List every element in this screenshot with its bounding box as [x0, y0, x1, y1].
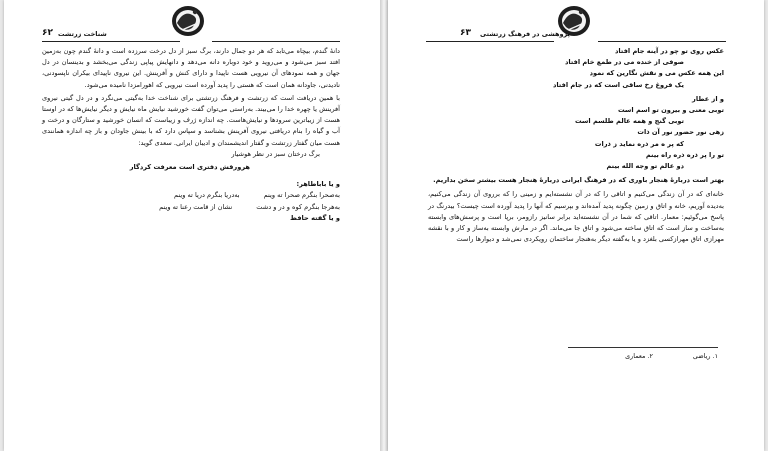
header-rule: [42, 41, 180, 42]
poem-line: صوفی از خنده می در طمع خام افتاد: [564, 58, 684, 67]
running-header: شناخت زرتشت: [58, 30, 107, 38]
poem-line: توبی معنی و بیرون تو اسم است: [617, 106, 724, 115]
book-logo-emblem: [168, 3, 208, 39]
paragraph: بهتر است دربارهٔ هنجار باوری که در فرهنگ ایرانی دربارهٔ هنجار هست بیشتر سخن بداریم.: [433, 176, 724, 185]
poem-line: عکس روی تو چو در آینه جام افتاد: [615, 47, 724, 55]
paragraph: با همین دریافت است که زرتشت و فرهنگ زرتشتی برای شناخت خدا به‌گیتی می‌نگرد و در دل گیتی نیروی آفرینش یا چهره خدا را می‌بیند. به‌راستی می‌توان گفت خورشید نیایش ماه نیایش و دیگر نیایش‌ها که در اوستا هست از زیباترین سرودها و نیایش‌هاست. چه اندازه ژرف و زیباست که انسان خورشید و ستارگان و درخت و آب و گیاه را بنام دریافتی نیروی آفرینش بشناسد و سپاس دارد که با بینش جاودان و باز چه اندازه همانندی هست میان گفتار زرتشت و گفتار اندیشمندان و ادیبان ایرانی. سعدی گوید:: [42, 93, 340, 147]
paragraph: دانهٔ گندم، بیچاه می‌تابد که هر دو جمال دارند، برگ سبز از دل درخت سرزده است و دانهٔ گندم چون به‌زمین افتد سبز می‌شود و می‌روید و خود دوباره دانه می‌دهد و دانهایش پیاپی زندگی می‌بخشد و بدینسان در دل جهان و همه نمودهای آن نیرویی هست ناپیدا و دارای کنش و آفرینش. این نیروی ناپیدای بیکران ناپسودنی، نادیدنی، جاودانه همان است که هستی را پدید آورده است نیرویی که اهورامزدا نامیده می‌شود.: [42, 47, 340, 89]
poem-intro: و یا گفته حافظ: [290, 213, 340, 222]
page-number: ۶۲: [42, 28, 53, 38]
book-gutter: [380, 0, 388, 451]
couplet: [42, 190, 340, 201]
footnotes: [428, 352, 718, 360]
quote-line: برگ درختان سبز در نظر هوشیار: [231, 149, 320, 158]
couplet: [42, 202, 340, 213]
body-text: [428, 46, 724, 245]
body-text: [42, 46, 340, 224]
footnote: ۱. ریاضی: [692, 352, 718, 360]
poem-line: توبی گنج و همه عالم طلسم است: [574, 117, 684, 126]
hemistich: به‌دریا بنگرم دریا ته وینم: [174, 191, 240, 200]
poem-line: یک فروغ رخ ساقی است که در جام افتاد: [552, 80, 684, 89]
poem-line: تو را پر ذره ذره راه بینم: [645, 150, 724, 159]
right-page: [388, 0, 764, 451]
poem-line: این همه عکس می و نقش نگارین که نمود: [589, 69, 724, 78]
footnote-rule: [568, 347, 718, 348]
running-header: پژوهشی در فرهنگ زرتشتی: [480, 30, 570, 38]
hemistich: به‌صحرا بنگرم صحرا ته وینم: [263, 191, 340, 200]
poem-line: زهی نور حضور نور آن ذات: [637, 128, 724, 137]
hemistich: به‌هرجا بنگرم کوه و در و دشت: [256, 202, 340, 211]
poem-intro: و از عطار: [692, 94, 724, 103]
hemistich: نشان از قامت رعنا ته وینم: [159, 202, 233, 211]
footnote: ۲. معماری: [625, 352, 653, 360]
header-rule: [598, 41, 726, 42]
header-rule: [212, 41, 340, 42]
poem-line: که پر ه مر ذره نماید ز ذرات: [594, 139, 684, 148]
quote-line: هرورقش دفتری است معرفت کردگار: [129, 163, 250, 172]
poem-line: دو عالم تو وجه الله بینم: [606, 162, 684, 171]
page-number: ۶۳: [460, 28, 471, 38]
paragraph: خانه‌ای که در آن زندگی می‌کنیم و اتاقی را که در آن نشسته‌ایم و زمینی را که برروی آن زندگی می‌کنیم، به‌دیده آوریم، خانه و اتاق و زمین چگونه پدید آمده‌اند و بپرسیم که آنها را پدید آورده است چیست؟ بیدرنگ در پاسخ می‌گوئیم: معمار. اتاقی که شما در آن نشسته‌اید برابر سانیز رازومر، برپا است و پرسش‌های وابسته به‌ساخت و ساز است که اتاق ساخته می‌شود و اتاق جا می‌ماند. اگر در مارش وابسته به‌ساز و کار و با نقشه مهرازی اتاق مهرازکسی بلغزد و یا به‌گفته دیگر به‌هنجار ساختمان رویکردی نمی‌شد و دیوارها راست: [428, 190, 724, 244]
left-page: [4, 0, 380, 451]
poem-intro: و یا باباطاهر:: [296, 180, 340, 189]
header-rule: [426, 41, 554, 42]
